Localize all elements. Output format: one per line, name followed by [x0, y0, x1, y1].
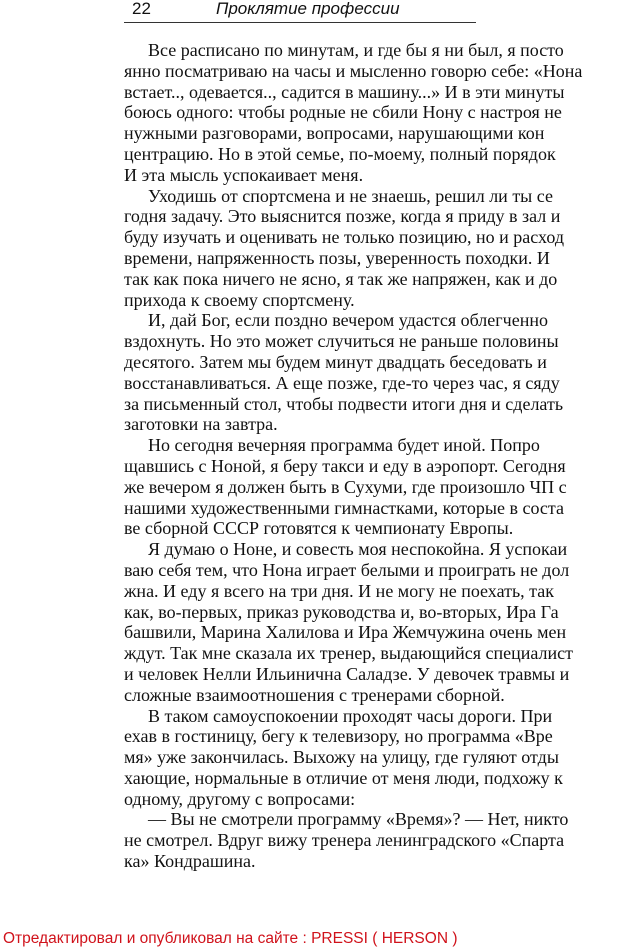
text-line: ка» Кондрашина.	[124, 851, 256, 872]
text-line: буду изучать и оценивать не только позицию, но и расход	[124, 227, 564, 248]
text-line: центрацию. Но в этой семье, по-моему, полный порядок	[124, 143, 556, 164]
text-line: щавшись с Ноной, я беру такси и еду в аэропорт. Сегодня	[124, 455, 566, 476]
text-line: же вечером я должен быть в Сухуми, где произошло ЧП с	[124, 476, 567, 497]
text-line: вздохнуть. Но это может случиться не раньше половины	[124, 331, 559, 352]
text-line: Все расписано по минутам, и где бы я ни был, я посто	[148, 40, 564, 60]
text-line: боюсь одного: чтобы родные не сбили Нону с настроя не	[124, 102, 562, 123]
body-text	[124, 40, 620, 872]
text-line: времени, напряженность позы, уверенность походки. И	[124, 247, 550, 268]
text-line: прихода к своему спортсмену.	[124, 289, 355, 310]
text-line: десятого. Затем мы будем минут двадцать беседовать и	[124, 351, 547, 372]
text-line: мя» уже закончилась. Выхожу на улицу, где гуляют отды	[124, 747, 559, 768]
text-line: Но сегодня вечерняя программа будет иной. Попро	[148, 435, 540, 456]
text-line: за письменный стол, чтобы подвести итоги дня и сделать	[124, 393, 564, 414]
text-line: ехав в гостиницу, бегу к телевизору, но программа «Вре	[124, 726, 553, 747]
text-line: ве сборной СССР готовятся к чемпионату Европы.	[124, 518, 514, 539]
text-line: одному, другому с вопросами:	[124, 788, 356, 809]
footer-credit: Отредактировал и опубликовал на сайте : PRESSI ( HERSON )	[3, 930, 458, 947]
text-line: как, во-первых, приказ руководства и, во-вторых, Ира Га	[124, 601, 559, 622]
text-line: ждут. Так мне сказала их тренер, выдающийся специалист	[124, 643, 573, 664]
text-line: ваю себя тем, что Нона играет белыми и проиграть не дол	[124, 559, 570, 580]
text-line: В таком самоуспокоении проходят часы дороги. При	[148, 705, 553, 726]
text-line: нашими художественными гимнастками, которые в соста	[124, 497, 564, 518]
text-line: годня задачу. Это выяснится позже, когда я приду в зал и	[124, 206, 561, 227]
page-header	[124, 0, 476, 23]
text-line: янно посматриваю на часы и мысленно говорю себе: «Нона	[124, 60, 583, 81]
text-line: так как пока ничего не ясно, я так же напряжен, как и до	[124, 268, 558, 289]
text-line: заготовки на завтра.	[124, 414, 278, 435]
text-line: И эта мысль успокаивает меня.	[124, 164, 364, 185]
text-line: не смотрел. Вдруг вижу тренера ленинградского «Спарта	[124, 830, 565, 851]
text-line: нужными разговорами, вопросами, нарушающими кон	[124, 123, 545, 144]
text-line: — Вы не смотрели программу «Время»? — Нет, никто	[148, 809, 569, 830]
text-line: Уходишь от спортсмена и не знаешь, решил ли ты се	[148, 185, 553, 206]
text-line: и человек Нелли Ильинична Саладзе. У девочек травмы и	[124, 663, 570, 684]
text-line: хающие, нормальные в отличие от меня люди, подхожу к	[124, 767, 563, 788]
running-title: Проклятие профессии	[216, 0, 400, 18]
text-line: Я думаю о Ноне, и совесть моя неспокойна. Я успокаи	[148, 539, 568, 560]
page-number: 22	[132, 0, 151, 18]
text-line: встает.., одевается.., садится в машину...» И в эти минуты	[124, 81, 565, 102]
text-line: И, дай Бог, если поздно вечером удастся облегченно	[148, 310, 548, 331]
text-line: сложные взаимоотношения с тренерами сборной.	[124, 684, 505, 705]
text-line: жна. И еду я всего на три дня. И не могу не поехать, так	[124, 580, 554, 601]
text-line: башвили, Марина Халилова и Ира Жемчужина очень мен	[124, 622, 567, 643]
text-line: восстанавливаться. А еще позже, где-то через час, я сяду	[124, 372, 560, 393]
